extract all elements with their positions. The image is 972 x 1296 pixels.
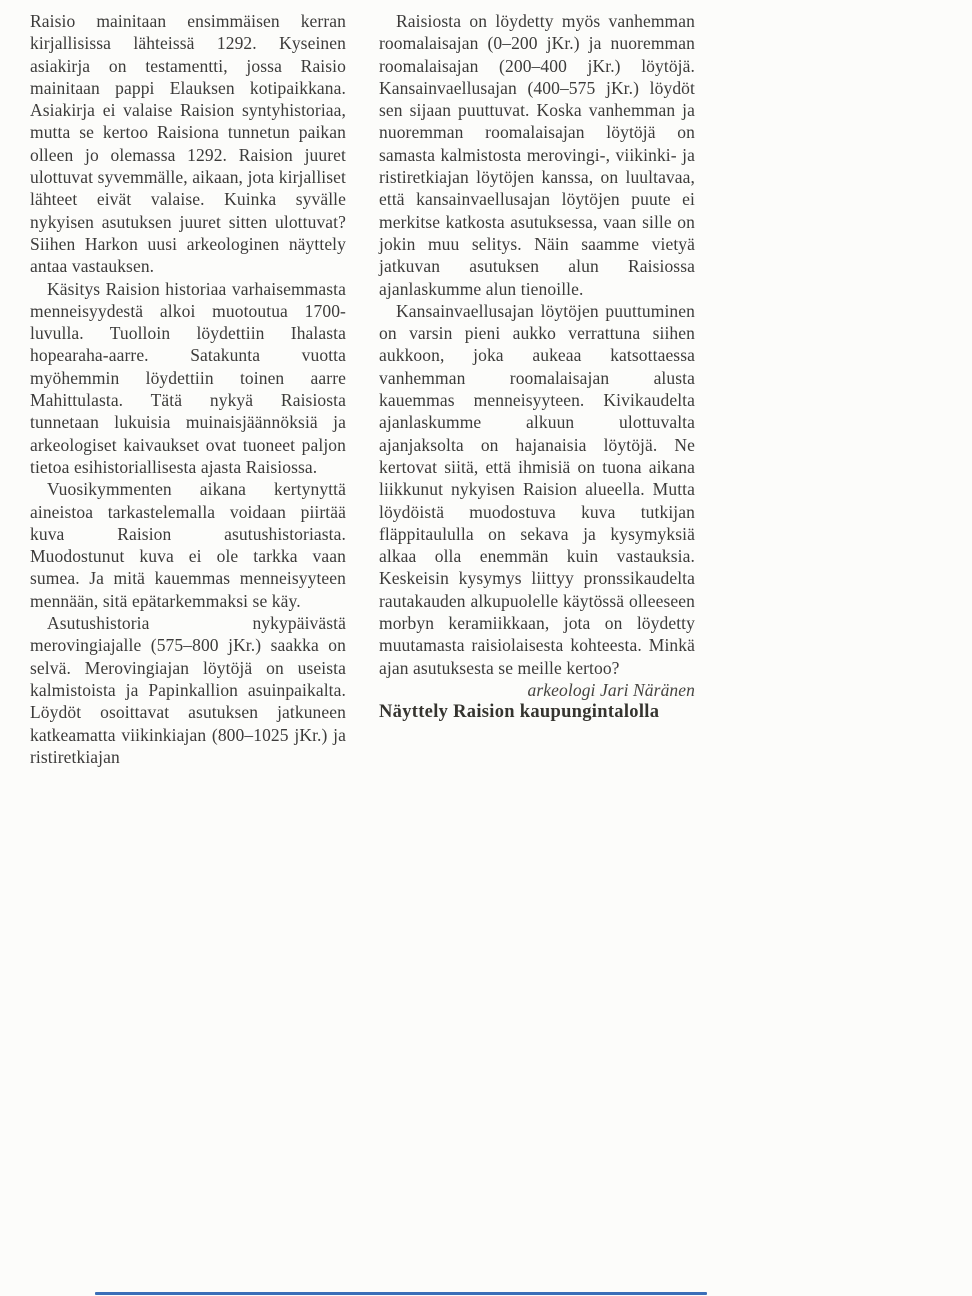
paragraph: Käsitys Raision historiaa varhaisemmasta menneisyydestä alkoi muotoutua 1700-luvulla. Tuolloin löydettiin Ihalasta hopearaha-aarre. Satakunta vuotta myöhemmin löydettiin toinen aarre Mahittulasta. Tätä nykyä Raisiosta tunnetaan lukuisia muinaisjäännöksiä ja arkeologiset kaivaukset ovat tuoneet paljon tietoa esihistoriallisesta ajasta Raisiossa. bbox=[30, 278, 346, 477]
left-column bbox=[30, 10, 346, 768]
bottom-rule bbox=[95, 1292, 707, 1295]
author-signature: arkeologi Jari Näränen bbox=[527, 679, 695, 700]
right-column bbox=[379, 10, 695, 768]
paragraph: Kansainvaellusajan löytöjen puuttuminen on varsin pieni aukko verrattuna siihen aukkoon, joka aukeaa katsottaessa vanhemman roomalaisajan alusta kauemmas menneisyyteen. Kivikaudelta ajanlaskumme alkuun ulottuvalta ajanjaksolta on hajanaisia löytöjä. Ne kertovat siitä, että ihmisiä on tuona aikana liikkunut nykyisen Raision alueella. Mutta löydöistä muodostuva kuva tutkijan fläppitaululla on sekava ja kysymyksiä alkaa olla enemmän kuin vastauksia. Keskeisin kysymys liittyy pronssikaudelta rautakauden alkupuolelle käytössä olleeseen morbyn keramiikkaan, jota on löydetty muutamasta raisiolaisesta kohteesta. Minkä ajan asutuksesta se meille kertoo? bbox=[379, 300, 695, 678]
exhibit-heading: Näyttely Raision kaupungintalolla bbox=[379, 702, 660, 723]
article-text-block bbox=[30, 10, 695, 768]
paragraph: Asutushistoria nykypäivästä merovingiajalle (575–800 jKr.) saakka on selvä. Merovingiajan löytöjä on useista kalmistoista ja Papinkallion asuinpaikalta. Löydöt osoittavat asutuksen jatkuneen katkeamatta viikinkiajan (800–1025 jKr.) ja ristiretkiajan bbox=[30, 613, 346, 767]
paragraph: Raisiosta on löydetty myös vanhemman roomalaisajan (0–200 jKr.) ja nuoremman roomalaisajan (200–400 jKr.) löytöjä. Kansainvaellusajan (400–575 jKr.) löydöt sen sijaan puuttuvat. Koska vanhemman ja nuoremman roomalaisajan löytöjä on samasta kalmistosta merovingi-, viikinki- ja ristiretkiajan löytöjen kanssa, on luultavaa, että kansainvaellusajan löytöjen puute ei merkitse katkosta asutuksessa, vaan sille on jokin muu selitys. Näin saamme vietyä jatkuvan asutuksen alun Raisiossa ajanlaskumme alun tienoille. bbox=[379, 11, 695, 299]
paragraph: Vuosikymmenten aikana kertynyttä aineistoa tarkastelemalla voidaan piirtää kuva Raision asutushistoriasta. Muodostunut kuva ei ole tarkka vaan sumea. Ja mitä kauemmas menneisyyteen mennään, sitä epätarkemmaksi se käy. bbox=[30, 479, 346, 611]
paragraph: Raisio mainitaan ensimmäisen kerran kirjallisissa lähteissä 1292. Kyseinen asiakirja on testamentti, jossa Raisio mainitaan pappi Elauksen kotipaikkana. Asiakirja ei valaise Raision syntyhistoriaa, mutta se kertoo Raisiona tunnetun paikan olleen jo olemassa 1292. Raision juuret ulottuvat syvemmälle, aikaan, jota kirjalliset lähteet eivät valaise. Kuinka syvälle nykyisen asutuksen juuret sitten ulottuvat? Siihen Harkon uusi arkeologinen näyttely antaa vastauksen. bbox=[30, 11, 346, 277]
